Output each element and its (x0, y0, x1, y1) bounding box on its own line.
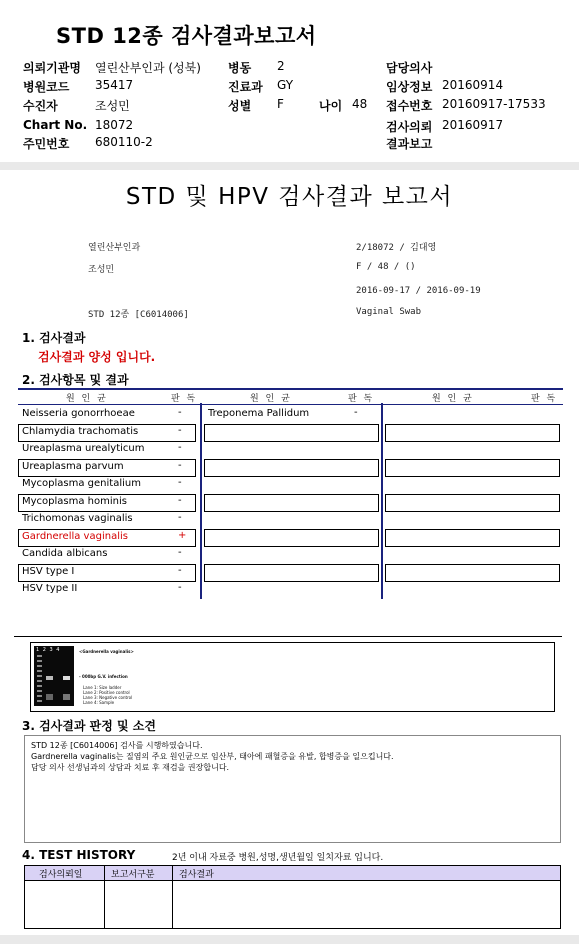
result-row (204, 494, 379, 511)
result-row (204, 529, 379, 546)
result-row (18, 424, 196, 441)
result-row (385, 476, 560, 493)
result-cell-border (204, 459, 379, 477)
gel-band (46, 694, 53, 700)
history-divider (104, 866, 105, 928)
label-age: 나이 (319, 99, 343, 113)
gel-band (63, 694, 70, 700)
info-sex-age: F / 48 / () (356, 262, 416, 272)
pathogen-result: - (178, 424, 182, 436)
gel-band (46, 676, 53, 680)
result-row (204, 441, 379, 458)
section1-result: 검사결과 양성 입니다. (38, 350, 156, 364)
history-col-report-type: 보고서구분 (111, 870, 155, 880)
label-department: 진료과 (228, 80, 263, 94)
label-clinical-info: 임상정보 (386, 80, 433, 94)
pathogen-name: Candida albicans (22, 548, 108, 559)
divider (14, 636, 562, 637)
label-resident-no: 주민번호 (23, 137, 70, 151)
col-pathogen-3: 원 인 균 (432, 394, 474, 404)
section3-title: 3. 검사결과 판정 및 소견 (22, 719, 156, 733)
value-age: 48 (352, 97, 368, 111)
info-dates: 2016-09-17 / 2016-09-19 (356, 286, 481, 296)
label-sex: 성별 (228, 99, 252, 113)
pathogen-result: - (178, 477, 182, 488)
history-table (24, 865, 561, 929)
result-row (204, 476, 379, 493)
result-cell-border (385, 494, 560, 512)
label-doctor: 담당의사 (386, 61, 433, 75)
label-hospital: 의뢰기관명 (23, 61, 81, 75)
result-row (385, 511, 560, 528)
result-cell-border (204, 494, 379, 512)
pathogen-result: - (178, 494, 182, 506)
result-row (204, 424, 379, 441)
result-row (385, 459, 560, 476)
result-row (18, 511, 196, 528)
info-test: STD 12종 [C6014006] (88, 310, 189, 320)
value-hospital-code: 35417 (95, 78, 134, 92)
gel-band (63, 676, 70, 680)
result-row (18, 406, 196, 423)
section2-title: 2. 검사항목 및 결과 (22, 373, 129, 387)
result-cell-border (204, 424, 379, 442)
col-judge-2: 판 독 (348, 394, 375, 404)
result-row (385, 424, 560, 441)
gel-lane-numbers: 1 2 3 4 (36, 647, 61, 653)
pathogen-result: - (178, 442, 182, 453)
info-patient: 조성민 (88, 265, 115, 275)
pathogen-result: - (178, 582, 182, 593)
result-row (18, 564, 196, 581)
section1-title: 1. 검사결과 (22, 331, 86, 345)
section4-title: 4. TEST HISTORY (22, 848, 136, 862)
gel-electrophoresis-picture (34, 646, 74, 706)
result-row (385, 406, 560, 423)
result-row (18, 441, 196, 458)
result-row (385, 529, 560, 546)
info-hospital: 열린산부인과 (88, 243, 141, 253)
result-row (204, 511, 379, 528)
pathogen-result: + (178, 529, 187, 541)
value-resident-no: 680110-2 (95, 135, 153, 149)
result-row (385, 546, 560, 563)
result-cell-border (204, 564, 379, 582)
opinion-line-1: STD 12종 [C6014006] 검사를 시행하였습니다. (31, 741, 203, 750)
report-sheet (0, 170, 579, 935)
result-row (204, 459, 379, 476)
pathogen-name: Neisseria gonorrhoeae (22, 408, 135, 419)
gel-band-label: - 000bp G.V. infection (79, 674, 128, 679)
result-row (18, 459, 196, 476)
result-cell-border (385, 459, 560, 477)
pathogen-name: Trichomonas vaginalis (22, 513, 133, 524)
col-pathogen-2: 원 인 균 (250, 394, 292, 404)
result-row (18, 546, 196, 563)
report-header (0, 0, 579, 162)
value-ward: 2 (277, 59, 285, 73)
col-judge-1: 판 독 (171, 394, 198, 404)
opinion-box (24, 735, 561, 843)
result-row (204, 546, 379, 563)
opinion-line-3: 담당 의사 선생님과의 상담과 치료 후 재검을 권장합니다. (31, 763, 230, 772)
info-specimen: Vaginal Swab (356, 307, 422, 317)
value-clinical-info: 20160914 (442, 78, 504, 92)
value-department: GY (277, 78, 294, 92)
pathogen-result: - (178, 407, 182, 418)
header-title: STD 12종 검사결과보고서 (56, 24, 317, 48)
gel-image (30, 642, 555, 712)
pathogen-name: Ureaplasma urealyticum (22, 443, 145, 454)
pathogen-name: Chlamydia trachomatis (22, 425, 139, 437)
pathogen-name: HSV type II (22, 583, 78, 594)
result-cell-border (385, 529, 560, 547)
pathogen-name: Gardnerella vaginalis (22, 530, 128, 542)
result-cell-border (385, 564, 560, 582)
info-chart-doctor: 2/18072 / 김대영 (356, 243, 437, 253)
result-row (18, 529, 196, 546)
pathogen-result: - (354, 407, 358, 418)
opinion-line-2: Gardnerella vaginalis는 질염의 주요 원인균으로 임산부, 태아에 패혈증을 유발, 합병증을 일으킵니다. (31, 752, 394, 761)
result-row (204, 406, 379, 423)
result-row (18, 494, 196, 511)
label-receipt-no: 접수번호 (386, 99, 433, 113)
result-row (18, 476, 196, 493)
result-row (204, 564, 379, 581)
gel-legend-4: Lane 4: Sample (83, 700, 115, 705)
pathogen-result: - (178, 512, 182, 523)
gel-legend-1: Lane 1: Size ladder (83, 685, 122, 690)
pathogen-result: - (178, 459, 182, 471)
pathogen-name: HSV type I (22, 565, 75, 577)
results-table-header (18, 388, 563, 405)
label-hospital-code: 병원코드 (23, 80, 70, 94)
history-col-result: 검사결과 (179, 870, 214, 880)
gel-title: <Gardnerella vaginalis> (79, 649, 134, 654)
gel-legend-2: Lane 2: Positive control (83, 690, 130, 695)
history-col-request-date: 검사의뢰일 (39, 870, 83, 880)
label-patient: 수진자 (23, 99, 58, 113)
value-receipt-no: 20160917-17533 (442, 97, 546, 111)
value-patient: 조성민 (95, 99, 130, 113)
label-chart-no: Chart No. (23, 118, 88, 132)
history-divider (172, 866, 173, 928)
col-judge-3: 판 독 (531, 394, 558, 404)
pathogen-name: Mycoplasma genitalium (22, 478, 141, 489)
column-divider (381, 403, 383, 599)
label-request-date: 검사의뢰 (386, 120, 433, 134)
result-row (385, 564, 560, 581)
result-row (385, 441, 560, 458)
value-hospital: 열린산부인과 (성북) (95, 61, 201, 75)
result-cell-border (385, 424, 560, 442)
gel-legend-3: Lane 3: Negative control (83, 695, 133, 700)
result-cell-border (204, 529, 379, 547)
column-divider (200, 403, 202, 599)
pathogen-result: - (178, 547, 182, 558)
gel-ladder (37, 655, 42, 703)
result-row (18, 581, 196, 598)
pathogen-result: - (178, 564, 182, 576)
label-ward: 병동 (228, 61, 252, 75)
pathogen-name: Mycoplasma hominis (22, 495, 127, 507)
pathogen-name: Ureaplasma parvum (22, 460, 124, 472)
col-pathogen-1: 원 인 균 (66, 394, 108, 404)
pathogen-name: Treponema Pallidum (208, 408, 310, 419)
value-chart-no: 18072 (95, 118, 134, 132)
history-header (25, 866, 560, 881)
value-sex: F (277, 97, 284, 111)
result-row (385, 494, 560, 511)
value-request-date: 20160917 (442, 118, 504, 132)
report-title: STD 및 HPV 검사결과 보고서 (125, 184, 454, 210)
section4-note: 2년 이내 자료중 병원,성명,생년월일 일치자료 입니다. (172, 853, 384, 863)
label-result-report: 결과보고 (386, 137, 433, 151)
